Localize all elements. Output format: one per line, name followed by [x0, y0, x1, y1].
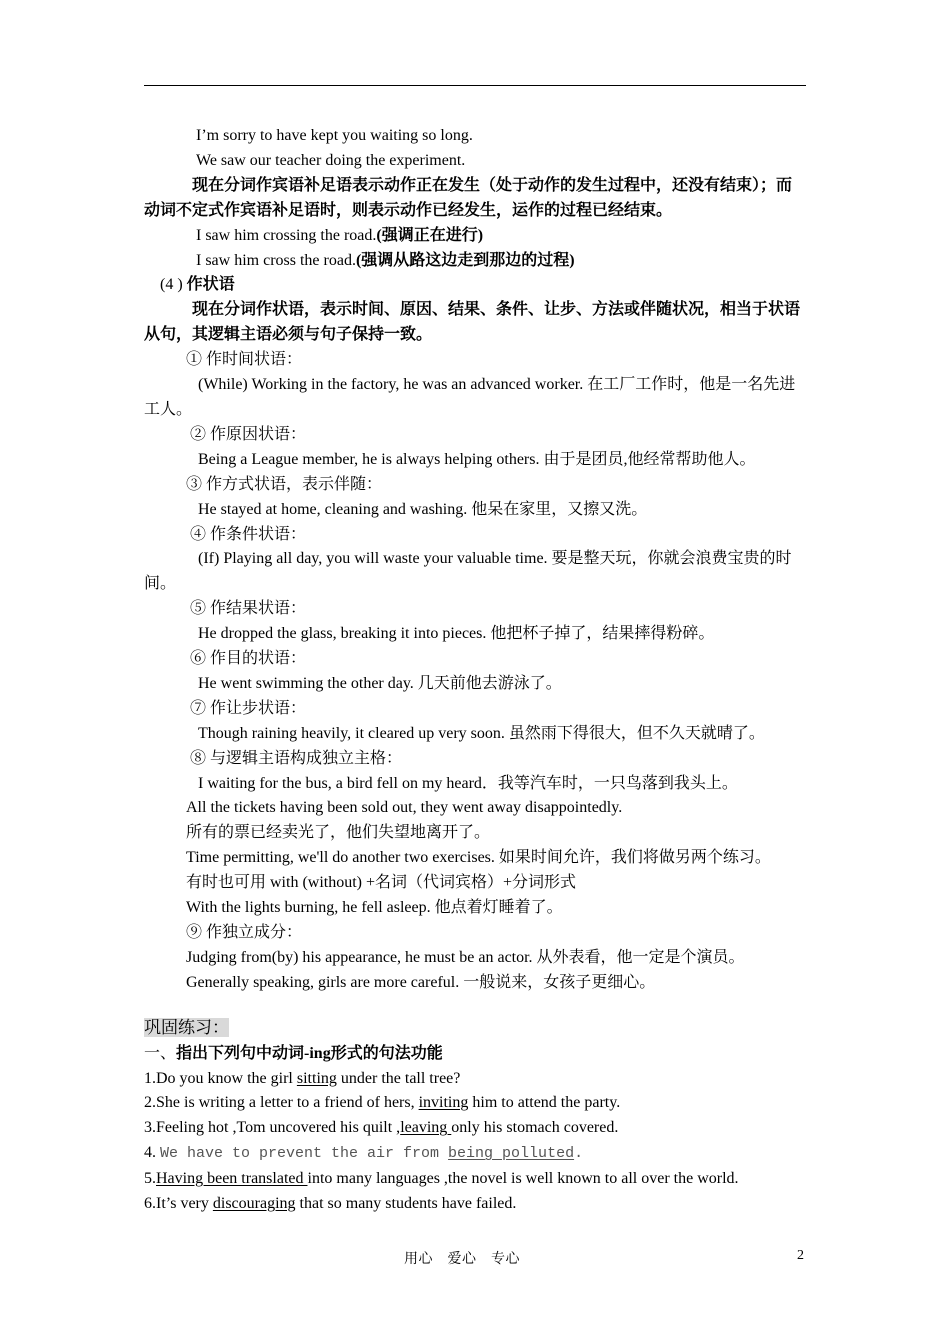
example-translation: 所有的票已经卖光了，他们失望地离开了。: [186, 824, 491, 842]
header-rule: [144, 85, 806, 86]
example-sentence: I saw him crossing the road.(强调正在进行): [196, 226, 484, 244]
sub-heading: ⑧ 与逻辑主语构成独立主格：: [190, 749, 403, 767]
section-heading: (4 ) 作状语: [160, 276, 235, 294]
sub-heading: ① 作时间状语：: [186, 351, 303, 369]
usage-note: 有时也可用 with (without) +名词（代词宾格）+分词形式: [186, 874, 577, 892]
sub-heading: ⑤ 作结果状语：: [190, 600, 307, 618]
sub-heading: ⑨ 作独立成分：: [186, 924, 303, 941]
sub-heading: ② 作原因状语：: [190, 425, 307, 443]
exercise-question: 4. We have to prevent the air from being polluted.: [144, 1144, 584, 1163]
example-sentence: Time permitting, we'll do another two exercises. 如果时间允许，我们将做另两个练习。: [186, 849, 771, 867]
example-sentence: Being a League member, he is always helping others. 由于是团员,他经常帮助他人。: [198, 450, 756, 468]
footer-motto: 用心 爱心 专心: [404, 1252, 520, 1267]
example-sentence: Judging from(by) his appearance, he must be an actor. 从外表看，他一定是个演员。: [186, 948, 745, 966]
exercise-question: 2.She is writing a letter to a friend of hers, inviting him to attend the party.: [144, 1094, 621, 1112]
sub-heading: ⑥ 作目的状语：: [190, 650, 307, 668]
sub-heading: ⑦ 作让步状语：: [190, 699, 307, 717]
example-sentence: We saw our teacher doing the experiment.: [196, 151, 466, 169]
rule-note: 现在分词作状语，表示时间、原因、结果、条件、让步、方法或伴随状况，相当于状语从句，其逻辑主语必须与句子保持一致。: [144, 301, 801, 344]
exercise-heading: 巩固练习：: [144, 1017, 229, 1037]
rule-note: 现在分词作宾语补足语表示动作正在发生（处于动作的发生过程中，还没有结束）；而动词不定式作宾语补足语时，则表示动作已经发生，运作的过程已经结束。: [144, 176, 793, 219]
exercise-section-title: 一、指出下列句中动词-ing形式的句法功能: [144, 1044, 443, 1062]
example-sentence: (If) Playing all day, you will waste your valuable time. 要是整天玩，你就会浪费宝贵的时间。: [144, 550, 792, 593]
example-sentence: He dropped the glass, breaking it into pieces. 他把杯子掉了，结果摔得粉碎。: [198, 625, 715, 643]
example-sentence: With the lights burning, he fell asleep. 他点着灯睡着了。: [186, 899, 563, 917]
example-sentence: I’m sorry to have kept you waiting so long.: [196, 127, 473, 144]
example-sentence: All the tickets having been sold out, they went away disappointedly.: [186, 799, 623, 817]
exercise-question: 5.Having been translated into many languages ,the novel is well known to all over the world.: [144, 1170, 739, 1188]
sub-heading: ④ 作条件状语：: [190, 525, 307, 543]
example-sentence: (While) Working in the factory, he was an advanced worker. 在工厂工作时，他是一名先进工人。: [144, 376, 796, 418]
exercise-question: 1.Do you know the girl sitting under the tall tree?: [144, 1069, 461, 1087]
document-body: [144, 124, 806, 1217]
example-sentence: Generally speaking, girls are more careful. 一般说来，女孩子更细心。: [186, 973, 656, 991]
exercise-question: 6.It’s very discouraging that so many students have failed.: [144, 1195, 517, 1213]
page-number: 2: [797, 1248, 804, 1263]
exercise-question: 3.Feeling hot ,Tom uncovered his quilt ,leaving only his stomach covered.: [144, 1119, 619, 1137]
example-sentence: I waiting for the bus, a bird fell on my heard．我等汽车时，一只鸟落到我头上。: [198, 774, 738, 792]
example-sentence: He went swimming the other day. 几天前他去游泳了。: [198, 674, 562, 692]
example-sentence: I saw him cross the road.(强调从路这边走到那边的过程): [196, 251, 575, 269]
sub-heading: ③ 作方式状语，表示伴随：: [186, 475, 383, 493]
example-sentence: He stayed at home, cleaning and washing. 他呆在家里，又擦又洗。: [198, 500, 648, 518]
example-sentence: Though raining heavily, it cleared up very soon. 虽然雨下得很大，但不久天就晴了。: [198, 724, 765, 742]
